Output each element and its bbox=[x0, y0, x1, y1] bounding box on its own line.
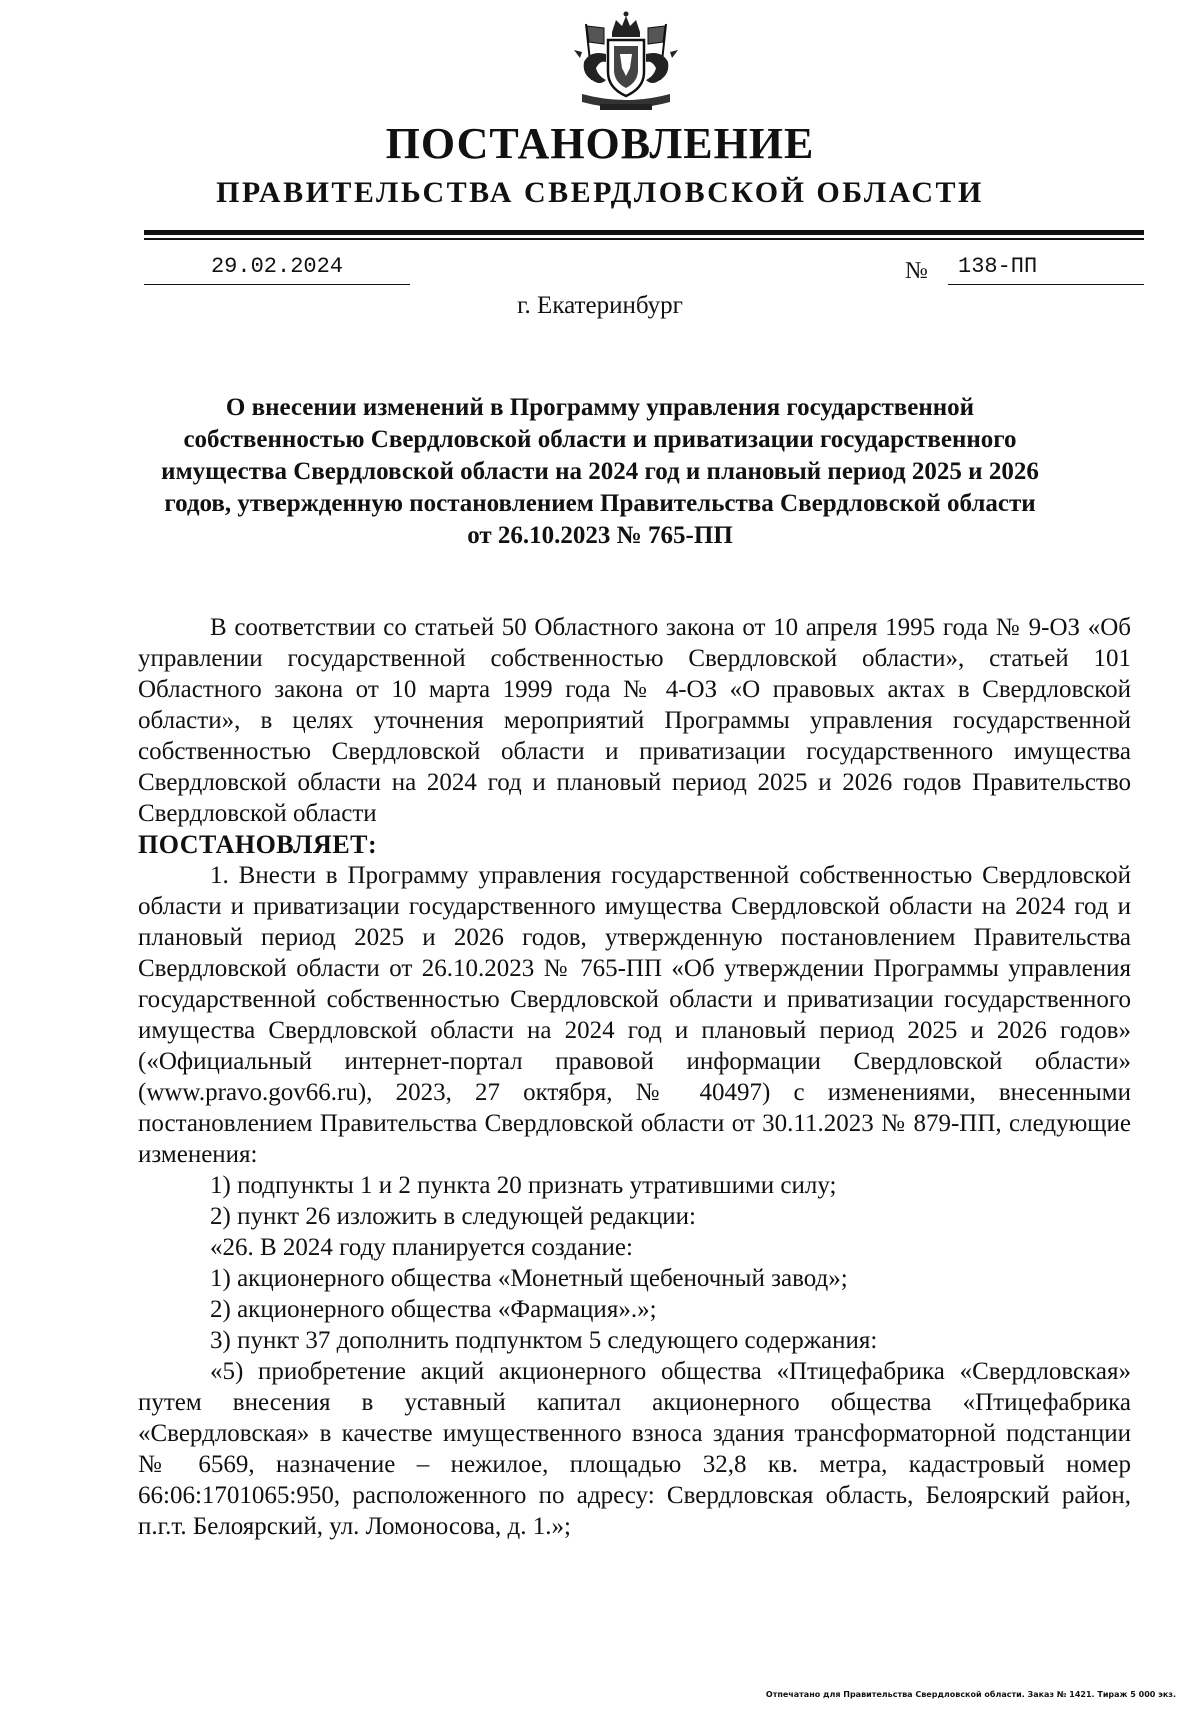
header-divider-thin bbox=[144, 238, 1144, 240]
document-city: г. Екатеринбург bbox=[517, 292, 683, 319]
body-paragraph: 1. Внести в Программу управления государственной собственностью Свердловской области и приватизации государственного имущества Свердловской области на 2024 год и плановый период 2025 и 2026 годов, утвержденную постановлением Правительства Свердловской области от 26.10.2023 № 765-ПП «Об утверждении Программы управления государственной собственностью Свердловской области и приватизации государственного имущества Свердловской области на 2024 год и плановый период 2025 и 2026 годов» («Официальный интернет-портал правовой информации Свердловской области» (www.pravo.gov66.ru), 2023, 27 октября, № 40497) с изменениями, внесенными постановлением Правительства Свердловской области от 30.11.2023 № 879-ПП, следующие изменения: bbox=[138, 862, 1131, 1168]
preamble-paragraph: В соответствии со статьей 50 Областного закона от 10 апреля 1995 года № 9-ОЗ «Об управлении государственной собственностью Свердловской области», статьей 101 Областного закона от 10 марта 1999 года № 4-ОЗ «О правовых актах в Свердловской области», в целях уточнения мероприятий Программы управления государственной собственностью Свердловской области и приватизации государственного имущества Свердловской области на 2024 год и плановый период 2025 и 2026 годов Правительство Свердловской области bbox=[138, 614, 1131, 827]
body-paragraph: «5) приобретение акций акционерного общества «Птицефабрика «Свердловская» путем внесения в уставный капитал акционерного общества «Птицефабрика «Свердловская» в качестве имущественного взноса здания трансформаторной подстанции № 6569, назначение – нежилое, площадью 32,8 кв. метра, кадастровый номер 66:06:1701065:950, расположенного по адресу: Свердловская область, Белоярский район, п.г.т. Белоярский, ул. Ломоносова, д. 1.»; bbox=[138, 1358, 1131, 1540]
body-paragraph: 1) подпункты 1 и 2 пункта 20 признать утратившими силу; bbox=[210, 1172, 837, 1199]
body-paragraph: 3) пункт 37 дополнить подпунктом 5 следующего содержания: bbox=[210, 1327, 878, 1354]
number-label: № bbox=[905, 258, 928, 284]
print-footer: Отпечатано для Правительства Свердловской области. Заказ № 1421. Тираж 5 000 экз. bbox=[765, 1690, 1176, 1699]
body-paragraph: 1) акционерного общества «Монетный щебеночный завод»; bbox=[210, 1265, 848, 1292]
document-title: ПОСТАНОВЛЕНИЕ bbox=[385, 119, 815, 168]
date-underline bbox=[144, 284, 410, 285]
header-divider-thick bbox=[144, 230, 1144, 235]
resolves-statement: ПОСТАНОВЛЯЕТ: bbox=[138, 830, 378, 859]
document-number: 138-ПП bbox=[958, 254, 1038, 279]
body-paragraph: «26. В 2024 году планируется создание: bbox=[210, 1234, 633, 1261]
number-underline bbox=[948, 284, 1144, 285]
document-body bbox=[138, 612, 1131, 1542]
body-paragraph: 2) пункт 26 изложить в следующей редакции: bbox=[210, 1203, 696, 1230]
document-date: 29.02.2024 bbox=[210, 254, 344, 279]
body-paragraph: 2) акционерного общества «Фармация».»; bbox=[210, 1296, 657, 1323]
coat-of-arms-icon bbox=[560, 10, 692, 118]
document-subtitle: ПРАВИТЕЛЬСТВА СВЕРДЛОВСКОЙ ОБЛАСТИ bbox=[216, 176, 984, 209]
document-heading: О внесении изменений в Программу управления государственной собственностью Свердловской области и приватизации государственного имущества Свердловской области на 2024 год и плановый период 2025 и 2026 годов, утвержденную постановлением Правительства Свердловской области от 26.10.2023 № 765-ПП bbox=[161, 394, 1039, 549]
